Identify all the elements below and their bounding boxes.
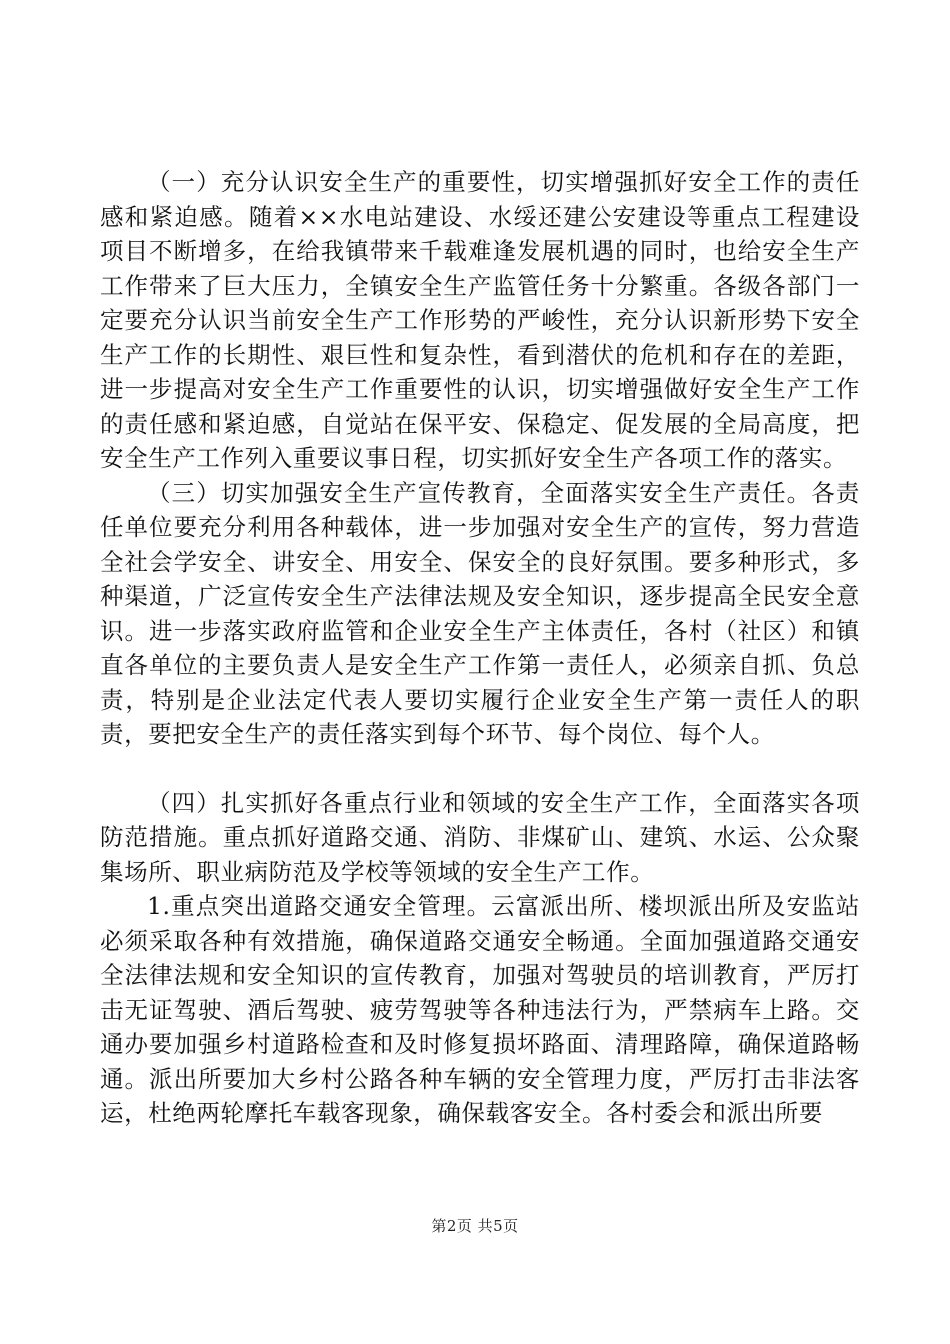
- page-footer: 第2页 共5页: [431, 1217, 519, 1235]
- document-body: [100, 165, 860, 1131]
- paragraph-4: （四）扎实抓好各重点行业和领域的安全生产工作，全面落实各项防范措施。重点抓好道路交通、消防、非煤矿山、建筑、水运、公众聚集场所、职业病防范及学校等领域的安全生产工作。: [100, 788, 860, 886]
- paragraph-3: （三）切实加强安全生产宣传教育，全面落实安全生产责任。各责任单位要充分利用各种载体，进一步加强对安全生产的宣传，努力营造全社会学安全、讲安全、用安全、保安全的良好氛围。要多种形式，多种渠道，广泛宣传安全生产法律法规及安全知识，逐步提高全民安全意识。进一步落实政府监管和企业安全生产主体责任，各村（社区）和镇直各单位的主要负责人是安全生产工作第一责任人，必须亲自抓、负总责，特别是企业法定代表人要切实履行企业安全生产第一责任人的职责，要把安全生产的责任落实到每个环节、每个岗位、每个人。: [100, 478, 860, 748]
- paragraph-1: （一）充分认识安全生产的重要性，切实增强抓好安全工作的责任感和紧迫感。随着××水电站建设、水绥还建公安建设等重点工程建设项目不断增多，在给我镇带来千载难逢发展机遇的同时，也给安全生产工作带来了巨大压力，全镇安全生产监管任务十分繁重。各级各部门一定要充分认识当前安全生产工作形势的严峻性，充分认识新形势下安全生产工作的长期性、艰巨性和复杂性，看到潜伏的危机和存在的差距，进一步提高对安全生产工作重要性的认识，切实增强做好安全生产工作的责任感和紧迫感，自觉站在保平安、保稳定、促发展的全局高度，把安全生产工作列入重要议事日程，切实抓好安全生产各项工作的落实。: [100, 168, 860, 472]
- paragraph-4-item-1: 1.重点突出道路交通安全管理。云富派出所、楼坝派出所及安监站必须采取各种有效措施，确保道路交通安全畅通。全面加强道路交通安全法律法规和安全知识的宣传教育，加强对驾驶员的培训教育，严厉打击无证驾驶、酒后驾驶、疲劳驾驶等各种违法行为，严禁病车上路。交通办要加强乡村道路检查和及时修复损坏路面、清理路障，确保道路畅通。派出所要加大乡村公路各种车辆的安全管理力度，严厉打击非法客运，杜绝两轮摩托车载客现象，确保载客安全。各村委会和派出所要: [100, 892, 860, 1127]
